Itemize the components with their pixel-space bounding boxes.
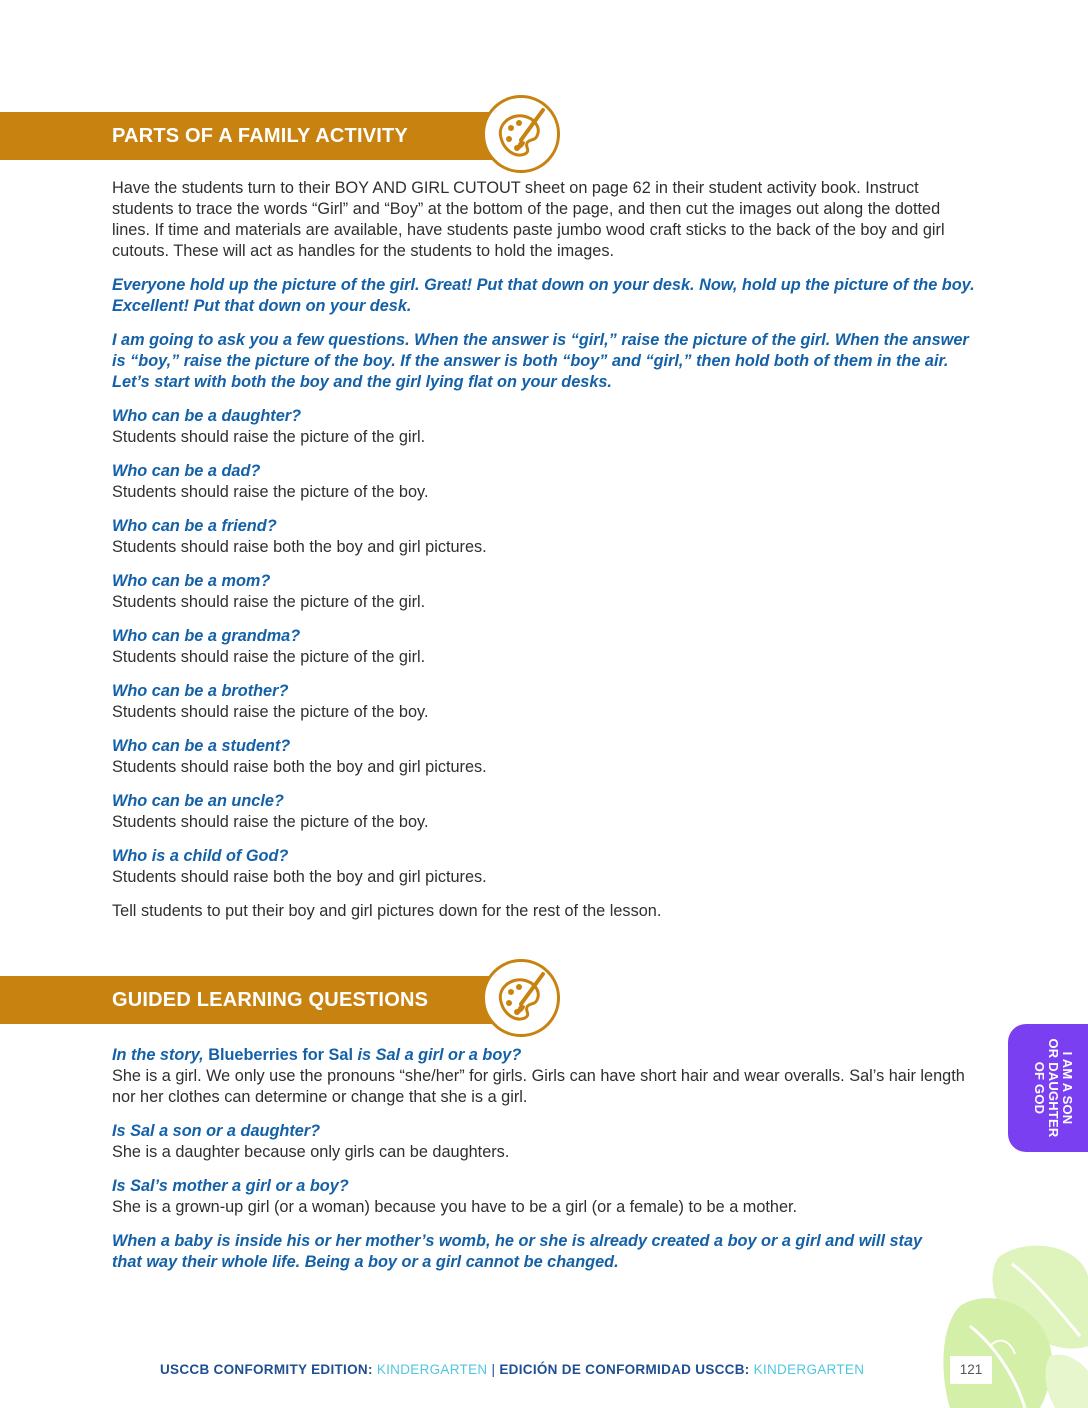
question-suffix: is Sal a girl or a boy? xyxy=(352,1046,522,1064)
footer xyxy=(160,1360,864,1380)
question-answer xyxy=(112,461,978,503)
question: Who can be a grandma? xyxy=(112,627,301,645)
answer: Students should raise both the boy and girl pictures. xyxy=(112,868,487,886)
question-answer xyxy=(112,516,978,558)
activity-instructions: Have the students turn to their BOY AND GIRL CUTOUT sheet on page 62 in their student activity book. Instruct students to trace the words “Girl” and “Boy” at the bottom of the page, and then cut the images out along the dotted lines. If time and materials are available, have students paste jumbo wood craft sticks to the back of the boy and girl cutouts. These will act as handles for the students to hold the images. xyxy=(112,179,945,260)
question-answer xyxy=(112,736,978,778)
section-banner-guided-learning xyxy=(0,976,500,1024)
answer: She is a grown-up girl (or a woman) because you have to be a girl (or a female) to be a mother. xyxy=(112,1198,798,1216)
question: Is Sal’s mother a girl or a boy? xyxy=(112,1177,349,1195)
question-prefix: In the story, xyxy=(112,1046,209,1064)
teacher-prompt: Everyone hold up the picture of the girl. Great! Put that down on your desk. Now, hold up the picture of the boy. Excellent! Put that down on your desk. xyxy=(112,276,975,315)
question-answer xyxy=(112,626,978,668)
question-answer xyxy=(112,1045,978,1108)
question: Is Sal a son or a daughter? xyxy=(112,1122,321,1140)
section-banner-parts-of-family xyxy=(0,112,500,160)
chapter-side-tab xyxy=(1008,1024,1088,1152)
grade-spanish: KINDERGARTEN xyxy=(753,1362,865,1377)
question: Who can be a daughter? xyxy=(112,407,302,425)
question-answer xyxy=(112,791,978,833)
question-answer xyxy=(112,1176,978,1218)
book-title: Blueberries for Sal xyxy=(208,1046,353,1064)
question: Who can be a dad? xyxy=(112,462,261,480)
question: Who can be a student? xyxy=(112,737,291,755)
page-number: 121 xyxy=(950,1356,992,1384)
question-answer xyxy=(112,681,978,723)
section-title: GUIDED LEARNING QUESTIONS xyxy=(112,989,429,1011)
answer: Students should raise the picture of the girl. xyxy=(112,648,426,666)
guided-learning-section xyxy=(112,1045,978,1273)
answer: Students should raise the picture of the boy. xyxy=(112,813,429,831)
question: Who can be a friend? xyxy=(112,517,277,535)
answer: Students should raise the picture of the boy. xyxy=(112,483,429,501)
section-title: PARTS OF A FAMILY ACTIVITY xyxy=(112,125,408,147)
teacher-prompt: I am going to ask you a few questions. When the answer is “girl,” raise the picture of the girl. When the answer is “boy,” raise the picture of the boy. If the answer is both “boy” and “girl,” then hold both of them in the air. Let’s start with both the boy and the girl lying flat on your desks. xyxy=(112,331,969,391)
chapter-tab-label: I AM A SON OR DAUGHTER OF GOD xyxy=(1032,1038,1075,1138)
palette-paintbrush-icon xyxy=(482,959,560,1037)
answer: Students should raise both the boy and girl pictures. xyxy=(112,538,487,556)
question-answer xyxy=(112,846,978,888)
answer: She is a daughter because only girls can be daughters. xyxy=(112,1143,510,1161)
question: Who can be an uncle? xyxy=(112,792,284,810)
answer: She is a girl. We only use the pronouns “she/her” for girls. Girls can have short hair and wear overalls. Sal’s hair length nor her clothes can determine or change that she is a girl. xyxy=(112,1067,965,1106)
footer-separator: | xyxy=(491,1362,496,1377)
answer: Students should raise both the boy and girl pictures. xyxy=(112,758,487,776)
palette-paintbrush-icon xyxy=(482,95,560,173)
question-answer xyxy=(112,406,978,448)
question-answer xyxy=(112,571,978,613)
closing-statement: When a baby is inside his or her mother’s womb, he or she is already created a boy or a girl and will stay that way their whole life. Being a boy or a girl cannot be changed. xyxy=(112,1232,923,1271)
grade-english: KINDERGARTEN xyxy=(376,1362,488,1377)
edition-english: USCCB CONFORMITY EDITION: xyxy=(160,1362,373,1377)
question: Who can be a brother? xyxy=(112,682,289,700)
question: Who is a child of God? xyxy=(112,847,289,865)
parts-of-family-section xyxy=(112,178,978,922)
edition-spanish: EDICIÓN DE CONFORMIDAD USCCB: xyxy=(499,1362,750,1377)
answer: Students should raise the picture of the boy. xyxy=(112,703,429,721)
answer: Students should raise the picture of the girl. xyxy=(112,428,426,446)
question: Who can be a mom? xyxy=(112,572,271,590)
question-answer xyxy=(112,1121,978,1163)
answer: Students should raise the picture of the girl. xyxy=(112,593,426,611)
closing-instruction: Tell students to put their boy and girl pictures down for the rest of the lesson. xyxy=(112,902,662,920)
question xyxy=(112,1045,978,1066)
